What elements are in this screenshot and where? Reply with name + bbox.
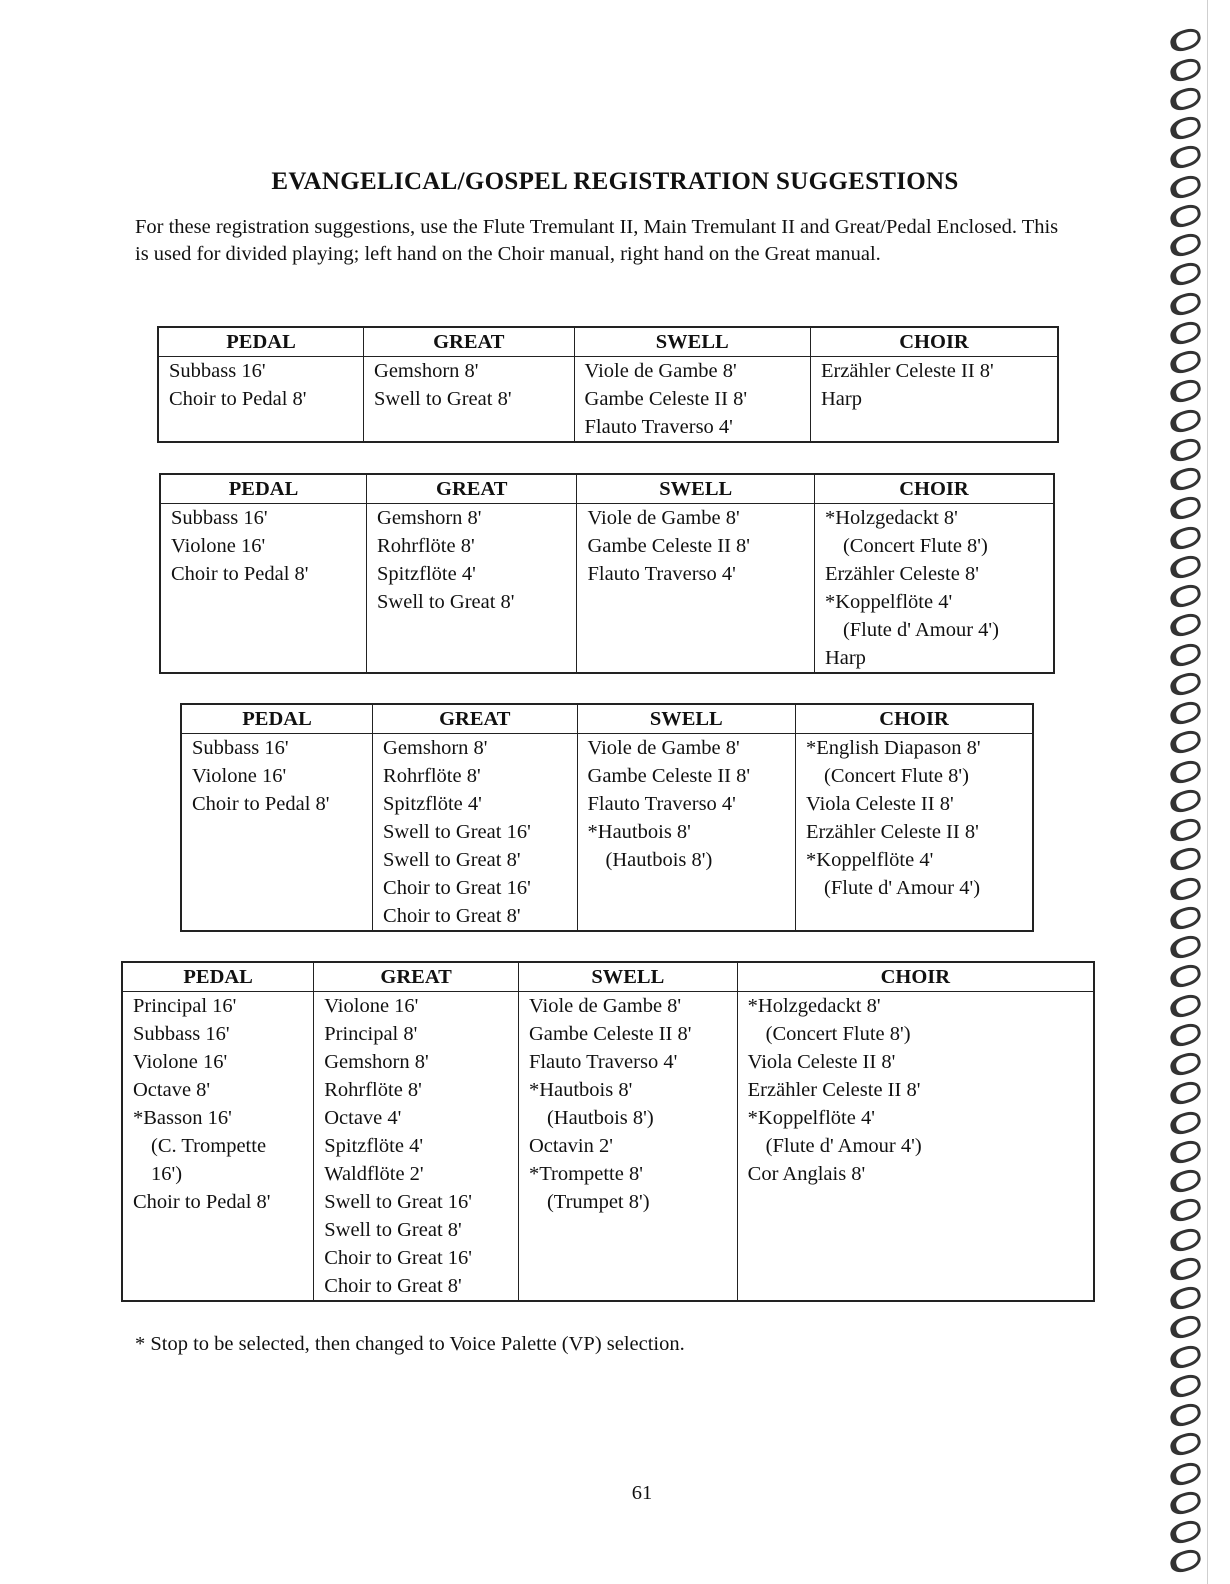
header-great: GREAT — [367, 474, 577, 504]
binding-coil-icon — [1168, 173, 1203, 200]
binding-coil-icon — [1168, 816, 1203, 843]
table-header-row — [158, 327, 1058, 357]
pedal-cell — [158, 357, 364, 443]
stop-item: Octavin 2' — [528, 1135, 613, 1157]
registration-table-1 — [157, 326, 1059, 443]
great-cell — [367, 504, 577, 674]
binding-coil-icon — [1168, 904, 1203, 931]
binding-coil-icon — [1168, 85, 1203, 112]
stop-item: *Hautbois 8' — [587, 821, 691, 843]
page-number: 61 — [631, 1482, 653, 1504]
header-choir: CHOIR — [810, 327, 1058, 357]
binding-coil-icon — [1168, 641, 1203, 668]
stop-item: *Trompette 8' — [528, 1163, 643, 1185]
stop-item: Octave 8' — [133, 1079, 211, 1101]
stop-item: Rohrflöte 8' — [383, 765, 481, 787]
stop-item: Gemshorn 8' — [377, 507, 482, 529]
stop-item: Viole de Gambe 8' — [528, 995, 682, 1017]
stop-item: Viole de Gambe 8' — [587, 507, 740, 529]
table-body-row — [181, 734, 1033, 932]
stop-item: Gemshorn 8' — [324, 1051, 429, 1073]
binding-coil-icon — [1168, 143, 1203, 170]
stop-item: Flauto Traverso 4' — [584, 416, 733, 438]
choir-cell — [737, 992, 1094, 1302]
header-swell: SWELL — [577, 704, 796, 734]
binding-coil-icon — [1168, 845, 1203, 872]
footnote: * Stop to be selected, then changed to Voice Palette (VP) selection. — [135, 1333, 685, 1355]
choir-cell — [796, 734, 1033, 932]
stop-item: Erzähler Celeste II 8' — [747, 1079, 921, 1101]
binding-coil-icon — [1168, 377, 1203, 404]
swell-cell — [518, 992, 737, 1302]
binding-coil-icon — [1168, 699, 1203, 726]
binding-coil-icon — [1168, 553, 1203, 580]
header-pedal: PEDAL — [181, 704, 373, 734]
table-body-row — [158, 357, 1058, 443]
binding-coil-icon — [1168, 962, 1203, 989]
stop-item: (Flute d' Amour 4') — [842, 619, 999, 641]
stop-item: Gambe Celeste II 8' — [584, 388, 748, 410]
stop-item: Swell to Great 16' — [383, 821, 531, 843]
swell-cell — [574, 357, 810, 443]
binding-coil-icon — [1168, 1547, 1203, 1574]
stop-item: Flauto Traverso 4' — [528, 1051, 678, 1073]
stop-item: Choir to Great 8' — [324, 1275, 462, 1297]
binding-coil-icon — [1168, 202, 1203, 229]
stop-item: Rohrflöte 8' — [324, 1079, 422, 1101]
stop-item: *Koppelflöte 4' — [824, 591, 953, 613]
binding-coil-icon — [1168, 1021, 1203, 1048]
header-great: GREAT — [373, 704, 578, 734]
pedal-cell — [181, 734, 373, 932]
stop-item: Swell to Great 8' — [383, 849, 521, 871]
stop-item: (Concert Flute 8') — [824, 765, 969, 787]
stop-item: Viola Celeste II 8' — [806, 793, 954, 815]
stop-item: Choir to Pedal 8' — [133, 1191, 271, 1213]
page-title: EVANGELICAL/GOSPEL REGISTRATION SUGGESTIONS — [271, 168, 959, 195]
stop-item: Subbass 16' — [133, 1023, 230, 1045]
stop-item: (Concert Flute 8') — [765, 1023, 911, 1045]
table-body-row — [160, 504, 1054, 674]
stop-item: Octave 4' — [324, 1107, 402, 1129]
header-choir: CHOIR — [737, 962, 1094, 992]
stop-item: (Hautbois 8') — [605, 849, 713, 871]
binding-coil-icon — [1168, 436, 1203, 463]
page-edge — [1207, 0, 1208, 1584]
binding-coil-icon — [1168, 1313, 1203, 1340]
stop-item: Violone 16' — [324, 995, 419, 1017]
stop-item: Violone 16' — [171, 535, 266, 557]
stop-item: (Hautbois 8') — [546, 1107, 654, 1129]
stop-item: Gambe Celeste II 8' — [528, 1023, 692, 1045]
binding-coil-icon — [1168, 1343, 1203, 1370]
binding-coil-icon — [1168, 1255, 1203, 1282]
header-pedal: PEDAL — [122, 962, 314, 992]
binding-coil-icon — [1168, 1372, 1203, 1399]
binding-coil-icon — [1168, 1226, 1203, 1253]
stop-item: Violone 16' — [133, 1051, 228, 1073]
header-swell: SWELL — [518, 962, 737, 992]
binding-coil-icon — [1168, 728, 1203, 755]
choir-cell — [814, 504, 1054, 674]
binding-coil-icon — [1168, 1167, 1203, 1194]
binding-coil-icon — [1168, 231, 1203, 258]
pedal-cell — [122, 992, 314, 1302]
binding-coil-icon — [1168, 407, 1203, 434]
stop-item: (Trumpet 8') — [546, 1191, 650, 1213]
stop-item: Subbass 16' — [171, 507, 268, 529]
stop-item: Swell to Great 8' — [377, 591, 515, 613]
stop-item: Erzähler Celeste 8' — [824, 563, 979, 585]
binding-coil-icon — [1168, 1284, 1203, 1311]
binding-coil-icon — [1168, 260, 1203, 287]
binding-coil-icon — [1168, 465, 1203, 492]
header-choir: CHOIR — [796, 704, 1033, 734]
stop-item: Gambe Celeste II 8' — [587, 765, 751, 787]
header-swell: SWELL — [577, 474, 814, 504]
stop-item: Spitzflöte 4' — [377, 563, 476, 585]
binding-coil-icon — [1168, 1460, 1203, 1487]
stop-item: Viole de Gambe 8' — [584, 360, 737, 382]
header-choir: CHOIR — [814, 474, 1054, 504]
binding-coil-icon — [1168, 26, 1203, 53]
stop-item: Erzähler Celeste II 8' — [820, 360, 994, 382]
header-pedal: PEDAL — [160, 474, 367, 504]
binding-coil-icon — [1168, 875, 1203, 902]
stop-item: Choir to Great 8' — [383, 905, 521, 927]
header-great: GREAT — [364, 327, 574, 357]
stop-item: *English Diapason 8' — [806, 737, 981, 759]
stop-item: Spitzflöte 4' — [383, 793, 482, 815]
registration-table-2 — [159, 473, 1055, 674]
table-body-row — [122, 992, 1094, 1302]
binding-coil-icon — [1168, 290, 1203, 317]
choir-cell — [810, 357, 1058, 443]
binding-coil-icon — [1168, 114, 1203, 141]
header-pedal: PEDAL — [158, 327, 364, 357]
stop-item: (C. Trompette — [151, 1135, 267, 1157]
stop-item: Swell to Great 8' — [324, 1219, 462, 1241]
stop-item: Subbass 16' — [169, 360, 266, 382]
stop-item: Erzähler Celeste II 8' — [806, 821, 979, 843]
stop-item: (Flute d' Amour 4') — [824, 877, 981, 899]
stop-item: Choir to Great 16' — [383, 877, 531, 899]
stop-item: Gemshorn 8' — [374, 360, 479, 382]
stop-item: Waldflöte 2' — [324, 1163, 424, 1185]
stop-item: Choir to Pedal 8' — [169, 388, 307, 410]
stop-item: *Holzgedackt 8' — [747, 995, 881, 1017]
stop-item: Choir to Great 16' — [324, 1247, 472, 1269]
stop-item: (Concert Flute 8') — [842, 535, 988, 557]
intro-paragraph: For these registration suggestions, use the Flute Tremulant II, Main Tremulant II and Great/Pedal Enclosed. This is used for divided playing; left hand on the Choir manual, right hand on the Great manual. — [135, 216, 1059, 265]
binding-coil-icon — [1168, 524, 1203, 551]
binding-coil-icon — [1168, 1138, 1203, 1165]
binding-coil-icon — [1168, 494, 1203, 521]
stop-item: Viola Celeste II 8' — [747, 1051, 896, 1073]
stop-item: Flauto Traverso 4' — [587, 563, 736, 585]
header-swell: SWELL — [574, 327, 810, 357]
stop-item: Swell to Great 8' — [374, 388, 512, 410]
header-great: GREAT — [314, 962, 519, 992]
binding-coil-icon — [1168, 1050, 1203, 1077]
stop-item: Harp — [820, 388, 862, 410]
binding-coil-icon — [1168, 1430, 1203, 1457]
table-header-row — [160, 474, 1054, 504]
binding-coil-icon — [1168, 56, 1203, 83]
stop-item: Violone 16' — [192, 765, 287, 787]
stop-item: Rohrflöte 8' — [377, 535, 475, 557]
binding-coil-icon — [1168, 787, 1203, 814]
stop-item: 16') — [151, 1163, 183, 1185]
stop-item: Principal 16' — [133, 995, 237, 1017]
great-cell — [314, 992, 519, 1302]
great-cell — [373, 734, 578, 932]
binding-coil-icon — [1168, 758, 1203, 785]
stop-item: *Koppelflöte 4' — [747, 1107, 875, 1129]
binding-coil-icon — [1168, 670, 1203, 697]
binding-coil-icon — [1168, 319, 1203, 346]
spiral-binding — [1168, 30, 1198, 1570]
stop-item: Cor Anglais 8' — [747, 1163, 866, 1185]
stop-item: *Holzgedackt 8' — [824, 507, 958, 529]
binding-coil-icon — [1168, 933, 1203, 960]
binding-coil-icon — [1168, 348, 1203, 375]
binding-coil-icon — [1168, 1489, 1203, 1516]
stop-item: Spitzflöte 4' — [324, 1135, 424, 1157]
binding-coil-icon — [1168, 992, 1203, 1019]
pedal-cell — [160, 504, 367, 674]
binding-coil-icon — [1168, 1196, 1203, 1223]
stop-item: Subbass 16' — [192, 737, 289, 759]
binding-coil-icon — [1168, 1079, 1203, 1106]
swell-cell — [577, 734, 796, 932]
stop-item: Swell to Great 16' — [324, 1191, 472, 1213]
binding-coil-icon — [1168, 1518, 1203, 1545]
great-cell — [364, 357, 574, 443]
table-header-row — [181, 704, 1033, 734]
stop-item: Gemshorn 8' — [383, 737, 488, 759]
table-header-row — [122, 962, 1094, 992]
stop-item: Gambe Celeste II 8' — [587, 535, 750, 557]
stop-item: *Basson 16' — [133, 1107, 232, 1129]
binding-coil-icon — [1168, 611, 1203, 638]
stop-item: (Flute d' Amour 4') — [765, 1135, 922, 1157]
binding-coil-icon — [1168, 582, 1203, 609]
binding-coil-icon — [1168, 1401, 1203, 1428]
registration-table-4 — [121, 961, 1095, 1302]
stop-item: Flauto Traverso 4' — [587, 793, 736, 815]
stop-item: Viole de Gambe 8' — [587, 737, 740, 759]
swell-cell — [577, 504, 814, 674]
stop-item: Choir to Pedal 8' — [171, 563, 309, 585]
binding-coil-icon — [1168, 1109, 1203, 1136]
registration-table-3 — [180, 703, 1034, 932]
stop-item: *Hautbois 8' — [528, 1079, 633, 1101]
stop-item: *Koppelflöte 4' — [806, 849, 934, 871]
stop-item: Choir to Pedal 8' — [192, 793, 330, 815]
stop-item: Principal 8' — [324, 1023, 418, 1045]
stop-item: Harp — [824, 647, 866, 669]
